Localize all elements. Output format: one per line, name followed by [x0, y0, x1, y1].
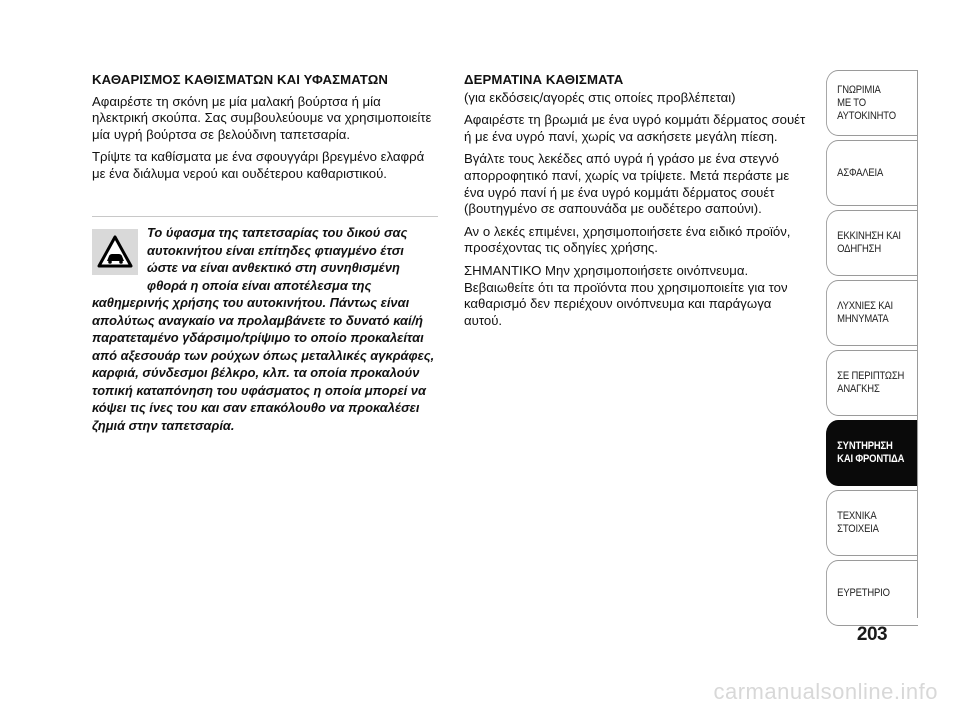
middle-column: [464, 72, 809, 335]
tab-label: ΕΥΡΕΤΗΡΙΟ: [837, 586, 890, 599]
section-title-seats-fabric: ΚΑΘΑΡΙΣΜΟΣ ΚΑΘΙΣΜΑΤΩΝ ΚΑΙ ΥΦΑΣΜΑΤΩΝ: [92, 72, 388, 87]
warning-icon-container: [92, 229, 138, 275]
warning-text: Το ύφασμα της ταπετσαρίας του δικού σας αυτοκινήτου είναι επίτηδες φτιαγμένο έτσι ώστε να είναι ανθεκτικό στη συνηθισμένη φθορά η οποία είναι αποτέλεσμα της καθημερινής χρήσης του αυτοκινήτου. Πάντως είναι απολύτως αναγκαίο να προλαμβάνετε το δυνατό καί/ή παρατεταμένο γδάρσιμο/τρίψιμο το οποίο προκαλείται από αξεσουάρ των ρούχων όπως μεταλλικές αγκράφες, καρφιά, σύνδεσμοι βέλκρο, κλπ. τα οποία προκαλούν τοπική καταπόνηση του υφάσματος η οποία μπορεί να κόψει τις ίνες του και σαν επακόλουθο να προκαλέσει ζημιά στην ταπετσαρία.: [92, 225, 435, 433]
chapter-tab-index: [826, 70, 918, 630]
paragraph: ΣΗΜΑΝΤΙΚΟ Μην χρησιμοποιήσετε οινόπνευμα. Βεβαιωθείτε ότι τα προϊόντα που χρησιμοποιείτε για τον καθαρισμό δεν περιέχουν οινόπνευμα και παράγωγα αυτού.: [464, 262, 788, 328]
left-column: [92, 72, 438, 189]
section-subtitle: (για εκδόσεις/αγορές στις οποίες προβλέπεται): [464, 89, 736, 105]
tab-label: ΛΥΧΝΙΕΣ ΚΑΙ ΜΗΝΥΜΑΤΑ: [837, 300, 894, 325]
paragraph: Αφαιρέστε τη σκόνη με μία μαλακή βούρτσα ή μία ηλεκτρική σκούπα. Σας συμβουλεύουμε να χρησιμοποιείτε μία υγρή βούρτσα σε βελούδινη ταπετσαρία.: [92, 93, 432, 142]
tab-index[interactable]: [826, 560, 918, 626]
tab-technical-data[interactable]: [826, 490, 918, 556]
paragraph: Βγάλτε τους λεκέδες από υγρά ή γράσο με ένα στεγνό απορροφητικό πανί, χωρίς να τρίψετε. Μετά περάστε με ένα υγρό πανί ή με ένα υγρό κομμάτι δέρματος σουέτ (βουτηγμένο σε σαπουνάδα με ουδέτερο σαπούνι).: [464, 151, 790, 217]
tab-label: ΣΥΝΤΗΡΗΣΗ ΚΑΙ ΦΡΟΝΤΙΔΑ: [837, 440, 905, 465]
tab-getting-to-know[interactable]: [826, 70, 918, 136]
tab-label: ΕΚΚΙΝΗΣΗ ΚΑΙ ΟΔΗΓΗΣΗ: [837, 230, 901, 255]
tab-lights-messages[interactable]: [826, 280, 918, 346]
tab-safety[interactable]: [826, 140, 918, 206]
tab-emergency[interactable]: [826, 350, 918, 416]
warning-box: [92, 216, 438, 434]
warning-triangle-car-icon: [97, 235, 133, 269]
watermark: carmanualsonline.info: [713, 679, 938, 704]
tab-starting-driving[interactable]: [826, 210, 918, 276]
tab-label: ΓΝΩΡΙΜΙΑ ΜΕ ΤΟ ΑΥΤΟΚΙΝΗΤΟ: [837, 83, 896, 122]
paragraph: Αν ο λεκές επιμένει, χρησιμοποιήσετε ένα ειδικό προϊόν, προσέχοντας τις οδηγίες χρήσης.: [464, 223, 791, 256]
tab-label: ΤΕΧΝΙΚΑ ΣΤΟΙΧΕΙΑ: [837, 510, 879, 535]
tab-maintenance-care[interactable]: [826, 420, 918, 486]
paragraph: Αφαιρέστε τη βρωμιά με ένα υγρό κομμάτι δέρματος σουέτ ή με ένα υγρό πανί, χωρίς να ασκήσετε μεγάλη πίεση.: [464, 112, 806, 144]
section-title-leather-seats: ΔΕΡΜΑΤΙΝΑ ΚΑΘΙΣΜΑΤΑ: [464, 72, 624, 87]
tab-label: ΣΕ ΠΕΡΙΠΤΩΣΗ ΑΝΑΓΚΗΣ: [837, 370, 905, 395]
paragraph: Τρίψτε τα καθίσματα με ένα σφουγγάρι βρεγμένο ελαφρά με ένα διάλυμα νερού και ουδέτερου καθαριστικού.: [92, 149, 425, 181]
tab-rail-border: [917, 70, 918, 618]
tab-label: ΑΣΦΑΛΕΙΑ: [837, 166, 884, 179]
page-number: 203: [856, 624, 888, 645]
